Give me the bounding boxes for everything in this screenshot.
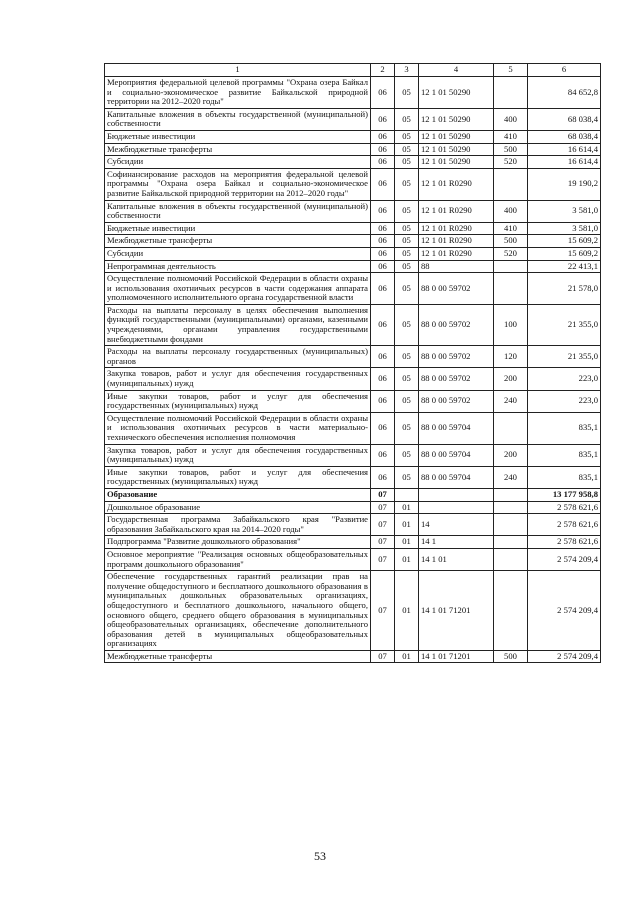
target-article-cell: 88 0 00 59704 bbox=[419, 466, 494, 488]
section-code-cell: 06 bbox=[371, 235, 395, 248]
expense-type-cell: 240 bbox=[494, 466, 528, 488]
row-name-cell: Непрограммная деятельность bbox=[105, 260, 371, 273]
row-name-cell: Образование bbox=[105, 488, 371, 501]
expense-type-cell bbox=[494, 273, 528, 305]
section-code-cell: 06 bbox=[371, 368, 395, 390]
table-row bbox=[105, 143, 601, 156]
expense-type-cell: 500 bbox=[494, 143, 528, 156]
row-name-cell: Бюджетные инвестиции bbox=[105, 222, 371, 235]
row-name-cell: Бюджетные инвестиции bbox=[105, 130, 371, 143]
subsection-code-cell: 05 bbox=[395, 143, 419, 156]
section-code-cell: 07 bbox=[371, 501, 395, 514]
budget-table bbox=[104, 63, 601, 663]
section-code-cell: 07 bbox=[371, 514, 395, 536]
amount-cell: 15 609,2 bbox=[528, 247, 601, 260]
amount-cell: 16 614,4 bbox=[528, 143, 601, 156]
amount-cell: 3 581,0 bbox=[528, 200, 601, 222]
section-code-cell: 06 bbox=[371, 304, 395, 345]
section-code-cell: 06 bbox=[371, 200, 395, 222]
section-code-cell: 07 bbox=[371, 650, 395, 663]
subsection-code-cell: 05 bbox=[395, 235, 419, 248]
row-name-cell: Капитальные вложения в объекты государственной (муниципальной) собственности bbox=[105, 108, 371, 130]
table-row bbox=[105, 235, 601, 248]
table-row bbox=[105, 488, 601, 501]
table-row bbox=[105, 536, 601, 549]
amount-cell: 21 355,0 bbox=[528, 346, 601, 368]
subsection-code-cell: 01 bbox=[395, 548, 419, 570]
amount-cell: 3 581,0 bbox=[528, 222, 601, 235]
expense-type-cell: 500 bbox=[494, 235, 528, 248]
section-code-cell: 06 bbox=[371, 156, 395, 169]
amount-cell: 835,1 bbox=[528, 466, 601, 488]
subsection-code-cell: 05 bbox=[395, 466, 419, 488]
row-name-cell: Основное мероприятие "Реализация основных общеобразовательных программ дошкольного образования" bbox=[105, 548, 371, 570]
section-code-cell: 07 bbox=[371, 571, 395, 651]
subsection-code-cell: 01 bbox=[395, 571, 419, 651]
section-code-cell: 06 bbox=[371, 222, 395, 235]
amount-cell: 835,1 bbox=[528, 444, 601, 466]
header-col-4: 4 bbox=[419, 64, 494, 77]
header-col-3: 3 bbox=[395, 64, 419, 77]
table-row bbox=[105, 273, 601, 305]
row-name-cell: Субсидии bbox=[105, 156, 371, 169]
subsection-code-cell: 05 bbox=[395, 444, 419, 466]
expense-type-cell: 240 bbox=[494, 390, 528, 412]
target-article-cell: 12 1 01 50290 bbox=[419, 108, 494, 130]
amount-cell: 84 652,8 bbox=[528, 77, 601, 109]
expense-type-cell bbox=[494, 412, 528, 444]
amount-cell: 68 038,4 bbox=[528, 130, 601, 143]
row-name-cell: Межбюджетные трансферты bbox=[105, 143, 371, 156]
amount-cell: 16 614,4 bbox=[528, 156, 601, 169]
target-article-cell: 12 1 01 50290 bbox=[419, 77, 494, 109]
section-code-cell: 06 bbox=[371, 108, 395, 130]
table-row bbox=[105, 247, 601, 260]
row-name-cell: Субсидии bbox=[105, 247, 371, 260]
target-article-cell: 12 1 01 50290 bbox=[419, 156, 494, 169]
amount-cell: 223,0 bbox=[528, 390, 601, 412]
table-row bbox=[105, 571, 601, 651]
row-name-cell: Расходы на выплаты персоналу в целях обеспечения выполнения функций государственными (муниципальными) органами, казенными учреждениями, органами управления государственными внебюджетными фондами bbox=[105, 304, 371, 345]
target-article-cell: 12 1 01 R0290 bbox=[419, 168, 494, 200]
row-name-cell: Капитальные вложения в объекты государственной (муниципальной) собственности bbox=[105, 200, 371, 222]
target-article-cell bbox=[419, 501, 494, 514]
table-row bbox=[105, 390, 601, 412]
amount-cell: 21 355,0 bbox=[528, 304, 601, 345]
row-name-cell: Государственная программа Забайкальского края "Развитие образования Забайкальского края на 2014–2020 годы" bbox=[105, 514, 371, 536]
target-article-cell: 88 0 00 59702 bbox=[419, 390, 494, 412]
subsection-code-cell: 05 bbox=[395, 77, 419, 109]
amount-cell: 22 413,1 bbox=[528, 260, 601, 273]
row-name-cell: Закупка товаров, работ и услуг для обеспечения государственных (муниципальных) нужд bbox=[105, 368, 371, 390]
expense-type-cell: 520 bbox=[494, 247, 528, 260]
amount-cell: 2 574 209,4 bbox=[528, 548, 601, 570]
expense-type-cell bbox=[494, 501, 528, 514]
expense-type-cell bbox=[494, 488, 528, 501]
expense-type-cell bbox=[494, 571, 528, 651]
table-row bbox=[105, 346, 601, 368]
expense-type-cell: 410 bbox=[494, 130, 528, 143]
table-row bbox=[105, 501, 601, 514]
page-number: 53 bbox=[314, 849, 326, 863]
target-article-cell bbox=[419, 488, 494, 501]
target-article-cell: 88 0 00 59704 bbox=[419, 412, 494, 444]
table-row bbox=[105, 108, 601, 130]
target-article-cell: 12 1 01 R0290 bbox=[419, 222, 494, 235]
header-col-2: 2 bbox=[371, 64, 395, 77]
subsection-code-cell: 05 bbox=[395, 346, 419, 368]
section-code-cell: 06 bbox=[371, 260, 395, 273]
section-code-cell: 06 bbox=[371, 444, 395, 466]
expense-type-cell: 200 bbox=[494, 368, 528, 390]
table-body bbox=[105, 77, 601, 663]
subsection-code-cell: 05 bbox=[395, 390, 419, 412]
target-article-cell: 14 1 01 71201 bbox=[419, 650, 494, 663]
expense-type-cell bbox=[494, 168, 528, 200]
row-name-cell: Мероприятия федеральной целевой программы "Охрана озера Байкал и социально-экономическое развитие Байкальской природной территории на 2012–2020 годы" bbox=[105, 77, 371, 109]
table-row bbox=[105, 514, 601, 536]
amount-cell: 2 578 621,6 bbox=[528, 514, 601, 536]
header-col-6: 6 bbox=[528, 64, 601, 77]
subsection-code-cell: 05 bbox=[395, 273, 419, 305]
amount-cell: 19 190,2 bbox=[528, 168, 601, 200]
section-code-cell: 06 bbox=[371, 466, 395, 488]
row-name-cell: Дошкольное образование bbox=[105, 501, 371, 514]
table-row bbox=[105, 368, 601, 390]
row-name-cell: Обеспечение государственных гарантий реализации прав на получение общедоступного и бесплатного дошкольного образования в муниципальных дошкольных образовательных организациях, общедоступного и бесплатного дошкольного, начального общего, основного общего, среднего общего образования в муниципальных общеобразовательных организациях, обеспечение дополнительного образования детей в муниципальных общеобразовательных организациях bbox=[105, 571, 371, 651]
section-code-cell: 06 bbox=[371, 412, 395, 444]
target-article-cell: 88 bbox=[419, 260, 494, 273]
row-name-cell: Расходы на выплаты персоналу государственных (муниципальных) органов bbox=[105, 346, 371, 368]
row-name-cell: Осуществление полномочий Российской Федерации в области охраны и использования охотничьих ресурсов в части содержания аппарата уполномоченного исполнительного органа государственной власти bbox=[105, 273, 371, 305]
expense-type-cell bbox=[494, 77, 528, 109]
target-article-cell: 88 0 00 59702 bbox=[419, 304, 494, 345]
subsection-code-cell: 05 bbox=[395, 222, 419, 235]
amount-cell: 2 578 621,6 bbox=[528, 536, 601, 549]
header-col-1: 1 bbox=[105, 64, 371, 77]
expense-type-cell: 520 bbox=[494, 156, 528, 169]
table-row bbox=[105, 260, 601, 273]
subsection-code-cell: 05 bbox=[395, 130, 419, 143]
target-article-cell: 12 1 01 R0290 bbox=[419, 200, 494, 222]
amount-cell: 835,1 bbox=[528, 412, 601, 444]
subsection-code-cell: 05 bbox=[395, 247, 419, 260]
expense-type-cell bbox=[494, 548, 528, 570]
section-code-cell: 06 bbox=[371, 143, 395, 156]
amount-cell: 223,0 bbox=[528, 368, 601, 390]
row-name-cell: Закупка товаров, работ и услуг для обеспечения государственных (муниципальных) нужд bbox=[105, 444, 371, 466]
table-row bbox=[105, 548, 601, 570]
table-row bbox=[105, 222, 601, 235]
target-article-cell: 12 1 01 R0290 bbox=[419, 247, 494, 260]
table-row bbox=[105, 650, 601, 663]
row-name-cell: Подпрограмма "Развитие дошкольного образования" bbox=[105, 536, 371, 549]
target-article-cell: 88 0 00 59704 bbox=[419, 444, 494, 466]
expense-type-cell: 410 bbox=[494, 222, 528, 235]
subsection-code-cell bbox=[395, 488, 419, 501]
expense-type-cell: 400 bbox=[494, 200, 528, 222]
header-col-5: 5 bbox=[494, 64, 528, 77]
expense-type-cell bbox=[494, 536, 528, 549]
expense-type-cell bbox=[494, 514, 528, 536]
target-article-cell: 14 bbox=[419, 514, 494, 536]
row-name-cell: Осуществление полномочий Российской Федерации в области охраны и использования охотничьих ресурсов в части материально-технического обеспечения исполнения полномочия bbox=[105, 412, 371, 444]
subsection-code-cell: 01 bbox=[395, 650, 419, 663]
subsection-code-cell: 01 bbox=[395, 514, 419, 536]
amount-cell: 21 578,0 bbox=[528, 273, 601, 305]
section-code-cell: 06 bbox=[371, 346, 395, 368]
table-row bbox=[105, 77, 601, 109]
expense-type-cell: 400 bbox=[494, 108, 528, 130]
target-article-cell: 12 1 01 R0290 bbox=[419, 235, 494, 248]
section-code-cell: 06 bbox=[371, 247, 395, 260]
target-article-cell: 12 1 01 50290 bbox=[419, 143, 494, 156]
amount-cell: 15 609,2 bbox=[528, 235, 601, 248]
subsection-code-cell: 05 bbox=[395, 304, 419, 345]
expense-type-cell: 100 bbox=[494, 304, 528, 345]
table-row bbox=[105, 130, 601, 143]
section-code-cell: 07 bbox=[371, 536, 395, 549]
row-name-cell: Иные закупки товаров, работ и услуг для обеспечения государственных (муниципальных) нужд bbox=[105, 466, 371, 488]
target-article-cell: 88 0 00 59702 bbox=[419, 368, 494, 390]
subsection-code-cell: 05 bbox=[395, 368, 419, 390]
section-code-cell: 06 bbox=[371, 273, 395, 305]
expense-type-cell: 500 bbox=[494, 650, 528, 663]
expense-type-cell: 120 bbox=[494, 346, 528, 368]
target-article-cell: 14 1 01 71201 bbox=[419, 571, 494, 651]
row-name-cell: Межбюджетные трансферты bbox=[105, 235, 371, 248]
subsection-code-cell: 01 bbox=[395, 501, 419, 514]
table-row bbox=[105, 412, 601, 444]
expense-type-cell: 200 bbox=[494, 444, 528, 466]
subsection-code-cell: 05 bbox=[395, 200, 419, 222]
row-name-cell: Межбюджетные трансферты bbox=[105, 650, 371, 663]
row-name-cell: Софинансирование расходов на мероприятия федеральной целевой программы "Охрана озера Байкал и социально-экономическое развитие Байкальской природной территории на 2012–2020 годы" bbox=[105, 168, 371, 200]
table-row bbox=[105, 156, 601, 169]
subsection-code-cell: 05 bbox=[395, 260, 419, 273]
section-code-cell: 06 bbox=[371, 130, 395, 143]
target-article-cell: 88 0 00 59702 bbox=[419, 273, 494, 305]
table-row bbox=[105, 444, 601, 466]
expense-type-cell bbox=[494, 260, 528, 273]
section-code-cell: 06 bbox=[371, 390, 395, 412]
subsection-code-cell: 05 bbox=[395, 156, 419, 169]
table-row bbox=[105, 466, 601, 488]
table-row bbox=[105, 304, 601, 345]
amount-cell: 2 574 209,4 bbox=[528, 650, 601, 663]
amount-cell: 68 038,4 bbox=[528, 108, 601, 130]
section-code-cell: 06 bbox=[371, 77, 395, 109]
row-name-cell: Иные закупки товаров, работ и услуг для обеспечения государственных (муниципальных) нужд bbox=[105, 390, 371, 412]
subsection-code-cell: 05 bbox=[395, 168, 419, 200]
target-article-cell: 12 1 01 50290 bbox=[419, 130, 494, 143]
subsection-code-cell: 01 bbox=[395, 536, 419, 549]
target-article-cell: 14 1 01 bbox=[419, 548, 494, 570]
table-header-row bbox=[105, 64, 601, 77]
section-code-cell: 07 bbox=[371, 548, 395, 570]
section-code-cell: 06 bbox=[371, 168, 395, 200]
table-row bbox=[105, 200, 601, 222]
section-code-cell: 07 bbox=[371, 488, 395, 501]
amount-cell: 2 574 209,4 bbox=[528, 571, 601, 651]
amount-cell: 2 578 621,6 bbox=[528, 501, 601, 514]
amount-cell: 13 177 958,8 bbox=[528, 488, 601, 501]
subsection-code-cell: 05 bbox=[395, 108, 419, 130]
target-article-cell: 88 0 00 59702 bbox=[419, 346, 494, 368]
table-row bbox=[105, 168, 601, 200]
subsection-code-cell: 05 bbox=[395, 412, 419, 444]
target-article-cell: 14 1 bbox=[419, 536, 494, 549]
